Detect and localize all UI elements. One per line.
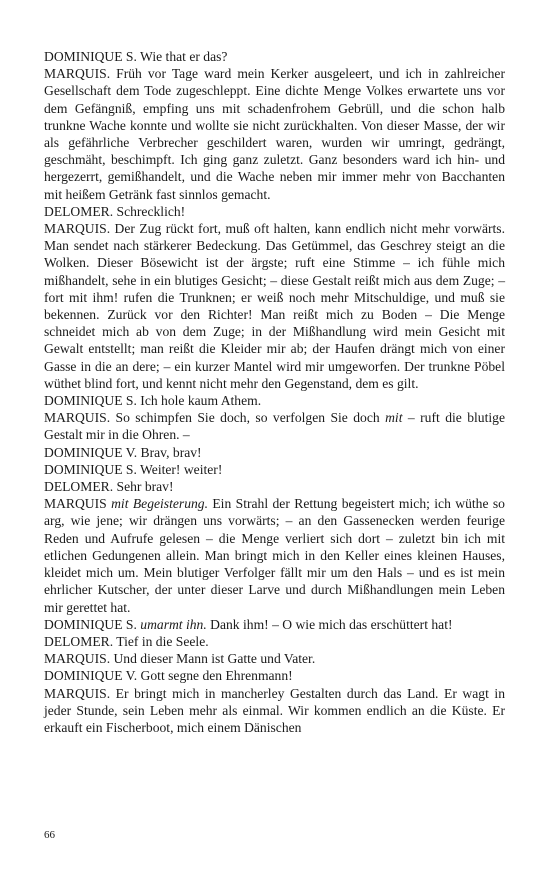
speech: Dank ihm! – O wie mich das erschüttert hat!: [206, 616, 453, 632]
stage-direction: umarmt ihn.: [136, 616, 207, 632]
dialogue-line: [44, 650, 505, 667]
dialogue-line: [44, 633, 505, 650]
speaker-name: DOMINIQUE S.: [44, 49, 137, 64]
speaker-name: DOMINIQUE V.: [44, 668, 138, 684]
play-text: [44, 48, 505, 736]
speech: Tief in die Seele.: [113, 633, 209, 649]
speaker-name: MARQUIS.: [44, 221, 111, 237]
speech: Schrecklich!: [113, 203, 186, 219]
speaker-name: DELOMER.: [44, 203, 114, 219]
speech: Er bringt mich in mancherley Gestalten durch das Land. Er wagt in jeder Stunde, sein Leben mehr als einmal. Wir kommen endlich an die Küste. Er erkauft ein Fischerboot, mich einem Dänischen: [44, 685, 505, 735]
speech: Sehr brav!: [113, 479, 174, 495]
speaker-name: DELOMER.: [44, 633, 114, 649]
speaker-name: MARQUIS: [44, 496, 107, 512]
speech: Gott segne den Ehrenmann!: [137, 668, 293, 684]
speaker-name: MARQUIS.: [44, 66, 111, 82]
speech: Brav, brav!: [137, 444, 202, 460]
dialogue-line: [44, 65, 505, 203]
speech: Weiter! weiter!: [136, 461, 223, 477]
dialogue-line: [44, 667, 505, 684]
dialogue-line: [44, 203, 505, 220]
dialogue-line: [44, 478, 505, 495]
dialogue-line: [44, 495, 505, 615]
dialogue-line: [44, 392, 505, 409]
dialogue-line: [44, 685, 505, 737]
speech: Und dieser Mann ist Gatte und Vater.: [110, 651, 316, 667]
speech: So schimpfen Sie doch, so verfolgen Sie doch: [110, 410, 386, 426]
page-number: 66: [44, 829, 55, 841]
speech: – ruft die blutige Gestalt mir in die Ohren. –: [44, 410, 505, 443]
speech: Der Zug rückt fort, muß oft halten, kann endlich nicht mehr vorwärts. Man sendet nach stärkerer Bedeckung. Das Getümmel, das Geschrey steigt an die Wolken. Dieser Bösewicht ist der ärgste; ruft eine Stimme – ich fühle mich mißhandelt, sehe in ein blutiges Gesicht; – diese Gestalt reißt mich aus dem Zuge; – fort mit ihm! rufen die Trunknen; er weiß noch mehr Mitschuldige, und muß sie bekennen. Zurück vor den Richter! Man reißt mich zu Boden – Die Menge schneidet mich ab von dem Zuge; in der Mißhandlung wird mein Gesicht mit Gewalt entstellt; man reißt die Kleider mir ab; der Haufen drängt mich von einer Gasse in die an dere; – ein kurzer Mantel wird mir umgeworfen. Der trunkne Pöbel wüthet blind fort, und kennt nicht mehr den Gegenstand, dem es gilt.: [44, 221, 505, 391]
speaker-name: MARQUIS.: [44, 651, 111, 667]
dialogue-line: [44, 444, 505, 461]
dialogue-line: [44, 220, 505, 392]
speech: Früh vor Tage ward mein Kerker ausgeleert, und ich in zahlreicher Gesellschaft dem Tode zugeschleppt. Eine dichte Menge Volkes erwartete uns vor dem Gefängniß, empfing uns mit schadenfrohem Gebrüll, und die schon halb trunkne Wache konnte und wollte sie nicht zurückhalten. Von dieser Masse, der wir als gefährliche Verbrecher geschildert waren, wurden wir umringt, gedrängt, geschmäht, beschimpft. Ich ging ganz zuletzt. Ganz besonders ward ich hin- und hergezerrt, gemißhandelt, und die Wache neben mir immer mehr von Bacchanten mit heißem Getränk fast sinnlos gemacht.: [44, 66, 505, 202]
speaker-name: DOMINIQUE S.: [44, 616, 137, 632]
speech: Ich hole kaum Athem.: [136, 393, 262, 409]
dialogue-line: [44, 48, 505, 65]
speaker-name: MARQUIS.: [44, 410, 111, 426]
emphasis: mit: [385, 410, 403, 426]
speaker-name: MARQUIS.: [44, 685, 111, 701]
dialogue-line: [44, 461, 505, 478]
speaker-name: DOMINIQUE V.: [44, 444, 138, 460]
stage-direction: mit Begeisterung.: [106, 496, 208, 512]
speaker-name: DOMINIQUE S.: [44, 393, 137, 409]
speech: Ein Strahl der Rettung begeistert mich; ich wüthe so arg, wie jene; wir drängen uns vorwärts; – an den Gassenecken werden feurige Reden und Aufrufe gelesen – die Menge verliert sich dort – zuletzt bin ich mit etlichen Gedungenen allein. Man bringt mich in den Keller eines kleinen Hauses, kleidet mich um. Mein blutiger Verfolger fällt mir um den Hals – und es ist mein ehrlicher Kutscher, der unter dieser Larve und durch Mißhandlungen mein Leben mir gerettet hat.: [44, 496, 505, 615]
speaker-name: DELOMER.: [44, 479, 114, 495]
speaker-name: DOMINIQUE S.: [44, 461, 137, 477]
speech: Wie that er das?: [136, 49, 228, 64]
dialogue-line: [44, 616, 505, 633]
dialogue-line: [44, 409, 505, 443]
